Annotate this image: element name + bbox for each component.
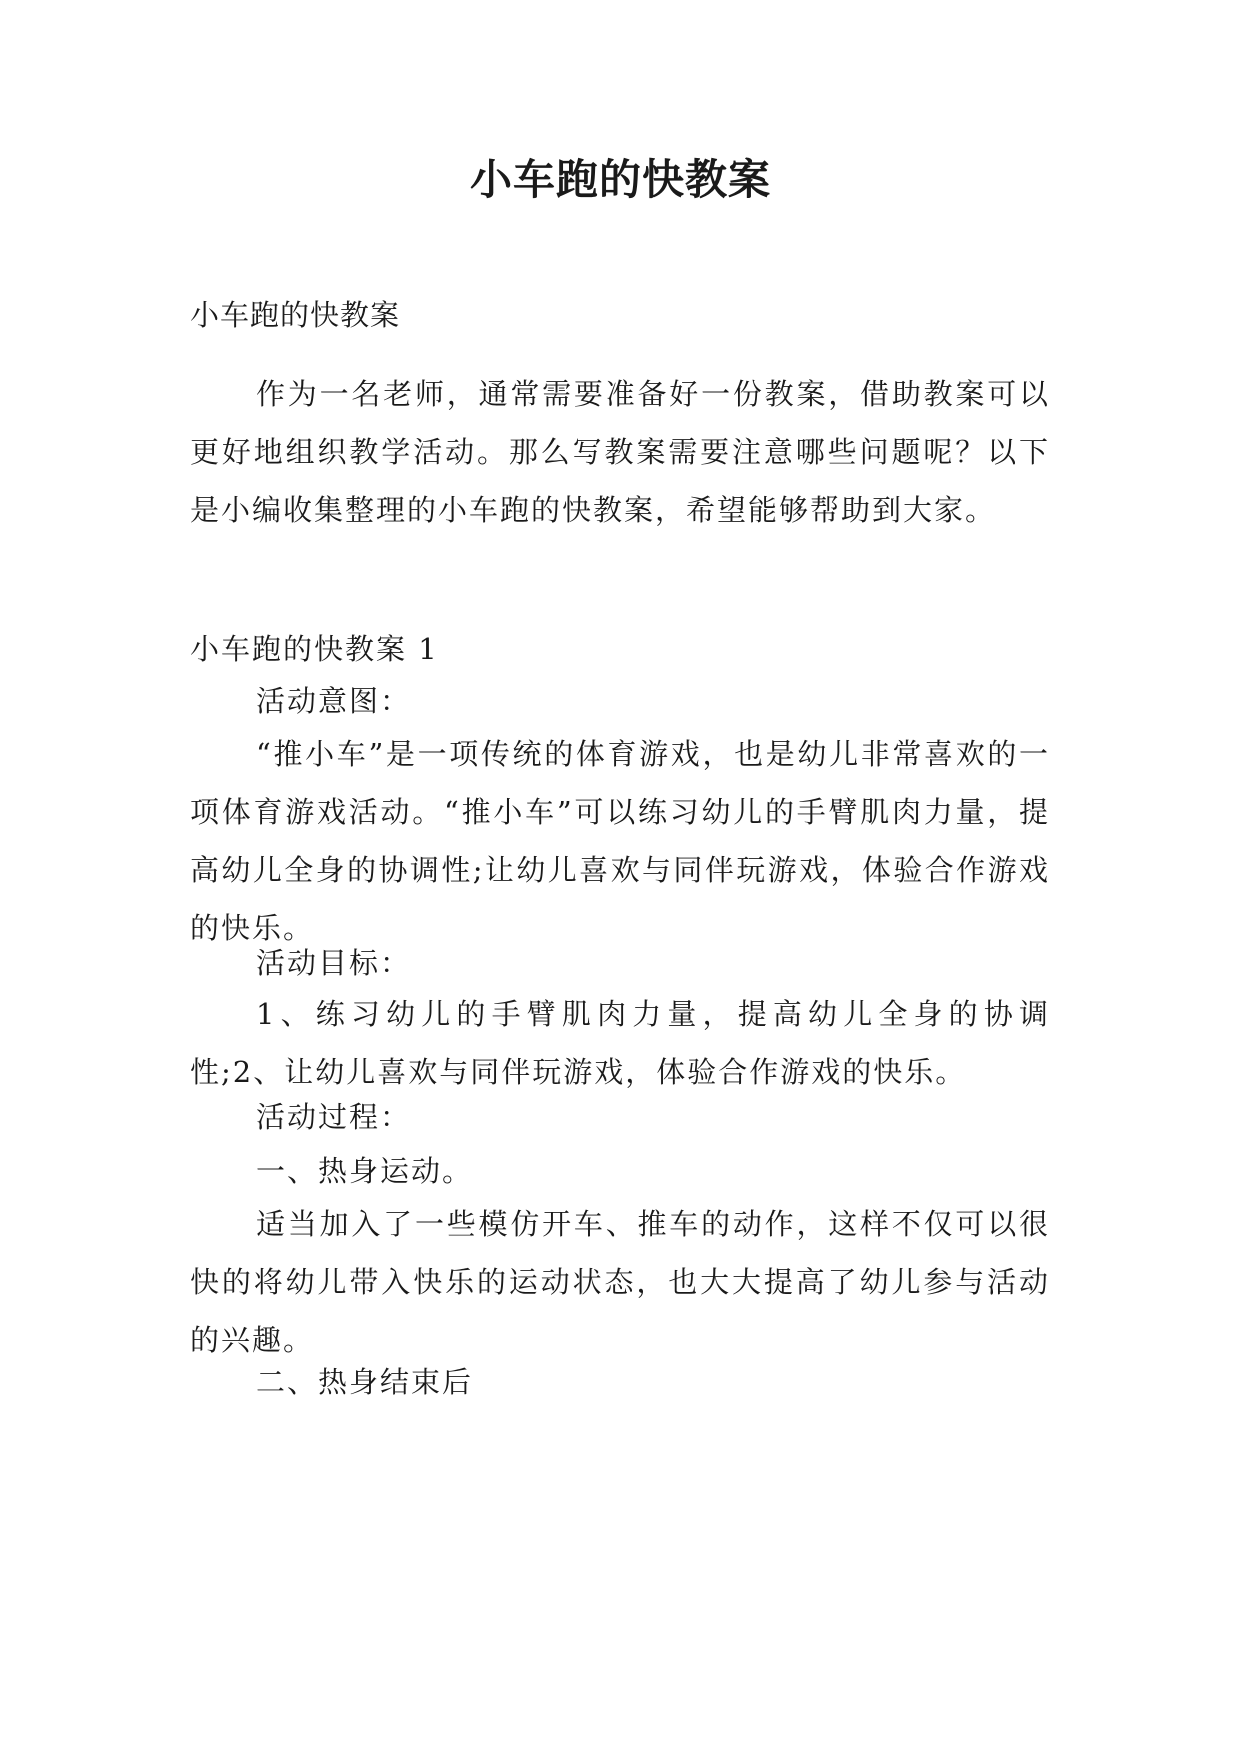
document-title: 小车跑的快教案 — [469, 155, 771, 204]
intent-label: 活动意图： — [256, 684, 412, 718]
intent-paragraph: “推小车”是一项传统的体育游戏，也是幼儿非常喜欢的一项体育游戏活动。“推小车”可以练习幼儿的手臂肌肉力量，提高幼儿全身的协调性;让幼儿喜欢与同伴玩游戏，体验合作游戏的快乐。 — [190, 737, 1050, 945]
goal-paragraph: 1、练习幼儿的手臂肌肉力量，提高幼儿全身的协调性;2、让幼儿喜欢与同伴玩游戏，体验合作游戏的快乐。 — [190, 997, 1050, 1089]
document-subtitle: 小车跑的快教案 — [190, 298, 401, 332]
step1-label: 一、热身运动。 — [256, 1154, 474, 1188]
step2-label: 二、热身结束后 — [256, 1365, 474, 1399]
goal-label: 活动目标： — [256, 946, 412, 980]
section-heading: 小车跑的快教案 1 — [190, 632, 439, 666]
intro-paragraph: 作为一名老师，通常需要准备好一份教案，借助教案可以更好地组织教学活动。那么写教案需要注意哪些问题呢？以下是小编收集整理的小车跑的快教案，希望能够帮助到大家。 — [190, 377, 1050, 527]
step1-paragraph: 适当加入了一些模仿开车、推车的动作，这样不仅可以很快的将幼儿带入快乐的运动状态，也大大提高了幼儿参与活动的兴趣。 — [190, 1207, 1050, 1357]
process-label: 活动过程： — [256, 1100, 412, 1134]
